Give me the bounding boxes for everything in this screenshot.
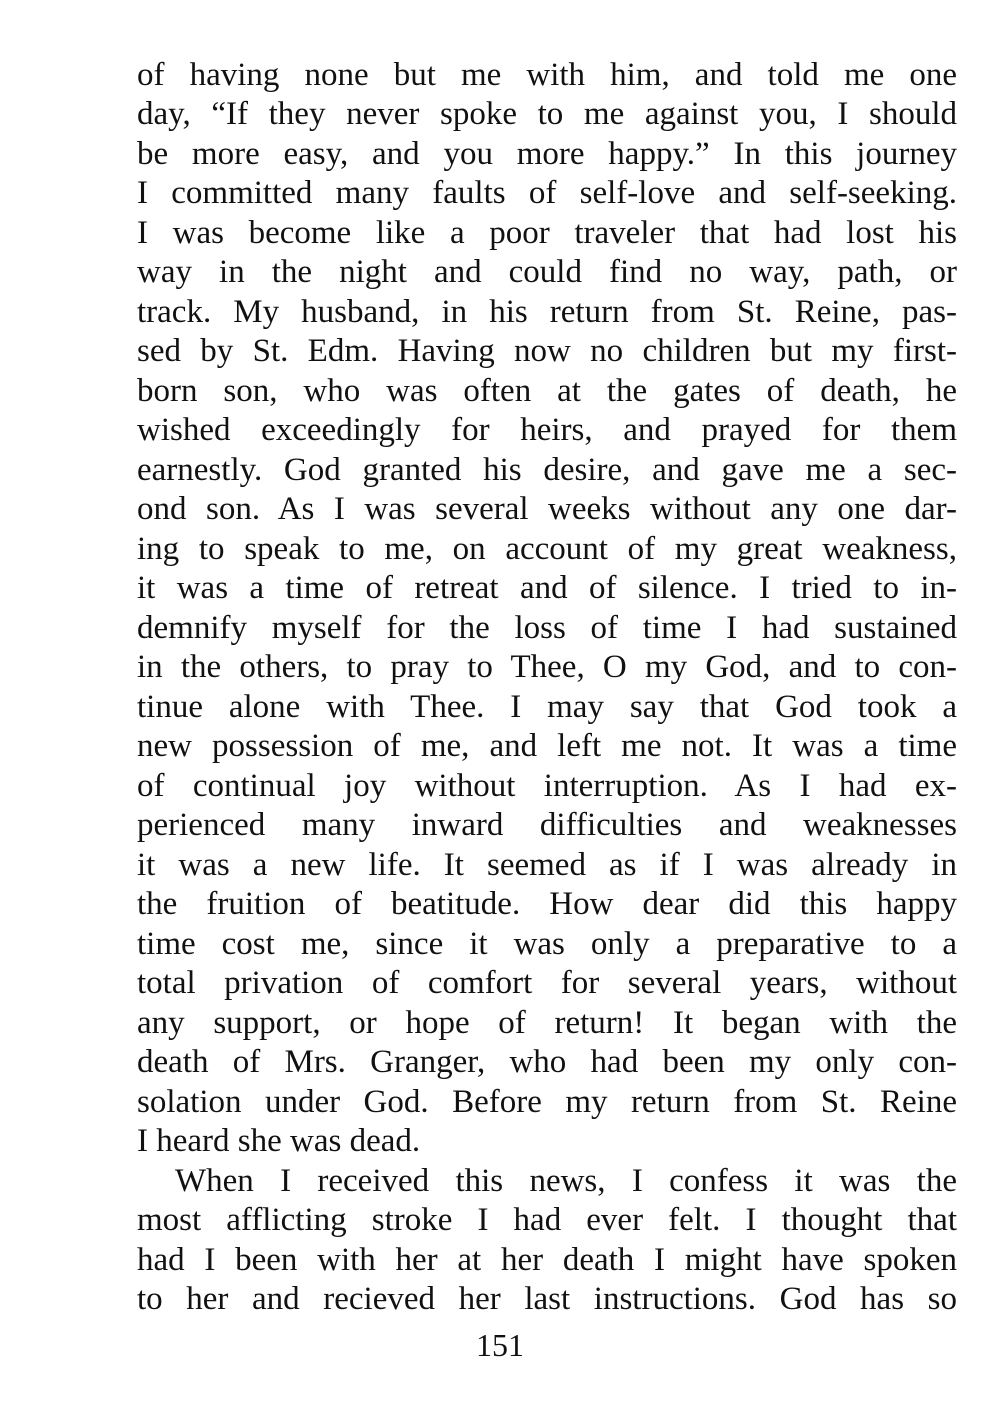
text-line: way in the night and could find no way, path, or (137, 254, 957, 290)
text-line: the fruition of beatitude. How dear did this happy (137, 886, 957, 922)
text-line: most afflicting stroke I had ever felt. I thought that (137, 1202, 957, 1238)
text-line: perienced many inward difficulties and weaknesses (137, 807, 957, 843)
text-line: of having none but me with him, and told me one (137, 57, 957, 93)
text-line: sed by St. Edm. Having now no children but my first- (137, 333, 957, 369)
text-line: death of Mrs. Granger, who had been my only con- (137, 1044, 957, 1080)
text-line: be more easy, and you more happy.” In this journey (137, 136, 957, 172)
text-line: had I been with her at her death I might have spoken (137, 1242, 957, 1278)
text-line: born son, who was often at the gates of death, he (137, 373, 957, 409)
text-line: ing to speak to me, on account of my great weakness, (137, 531, 957, 567)
text-line: wished exceedingly for heirs, and prayed for them (137, 412, 957, 448)
paragraph-first-line: When I received this news, I confess it was the (175, 1163, 957, 1199)
text-line: solation under God. Before my return from St. Reine (137, 1084, 957, 1120)
text-line: tinue alone with Thee. I may say that God took a (137, 689, 957, 725)
text-line: I heard she was dead. (137, 1123, 421, 1159)
text-line: any support, or hope of return! It began with the (137, 1005, 957, 1041)
text-line: it was a time of retreat and of silence. I tried to in- (137, 570, 957, 606)
text-line: time cost me, since it was only a preparative to a (137, 926, 957, 962)
text-line: day, “If they never spoke to me against you, I should (137, 96, 957, 132)
text-line: it was a new life. It seemed as if I was already in (137, 847, 957, 883)
text-line: I was become like a poor traveler that had lost his (137, 215, 957, 251)
text-line: new possession of me, and left me not. It was a time (137, 728, 957, 764)
text-line: of continual joy without interruption. As I had ex- (137, 768, 957, 804)
text-line: ond son. As I was several weeks without any one dar- (137, 491, 957, 527)
text-line: to her and recieved her last instructions. God has so (137, 1281, 957, 1317)
text-line: total privation of comfort for several years, without (137, 965, 957, 1001)
page-number: 151 (476, 1327, 524, 1363)
text-line: in the others, to pray to Thee, O my God, and to con- (137, 649, 957, 685)
text-line: demnify myself for the loss of time I had sustained (137, 610, 957, 646)
text-line: track. My husband, in his return from St. Reine, pas- (137, 294, 957, 330)
text-line: earnestly. God granted his desire, and gave me a sec- (137, 452, 957, 488)
text-line: I committed many faults of self-love and self-seeking. (137, 175, 957, 211)
